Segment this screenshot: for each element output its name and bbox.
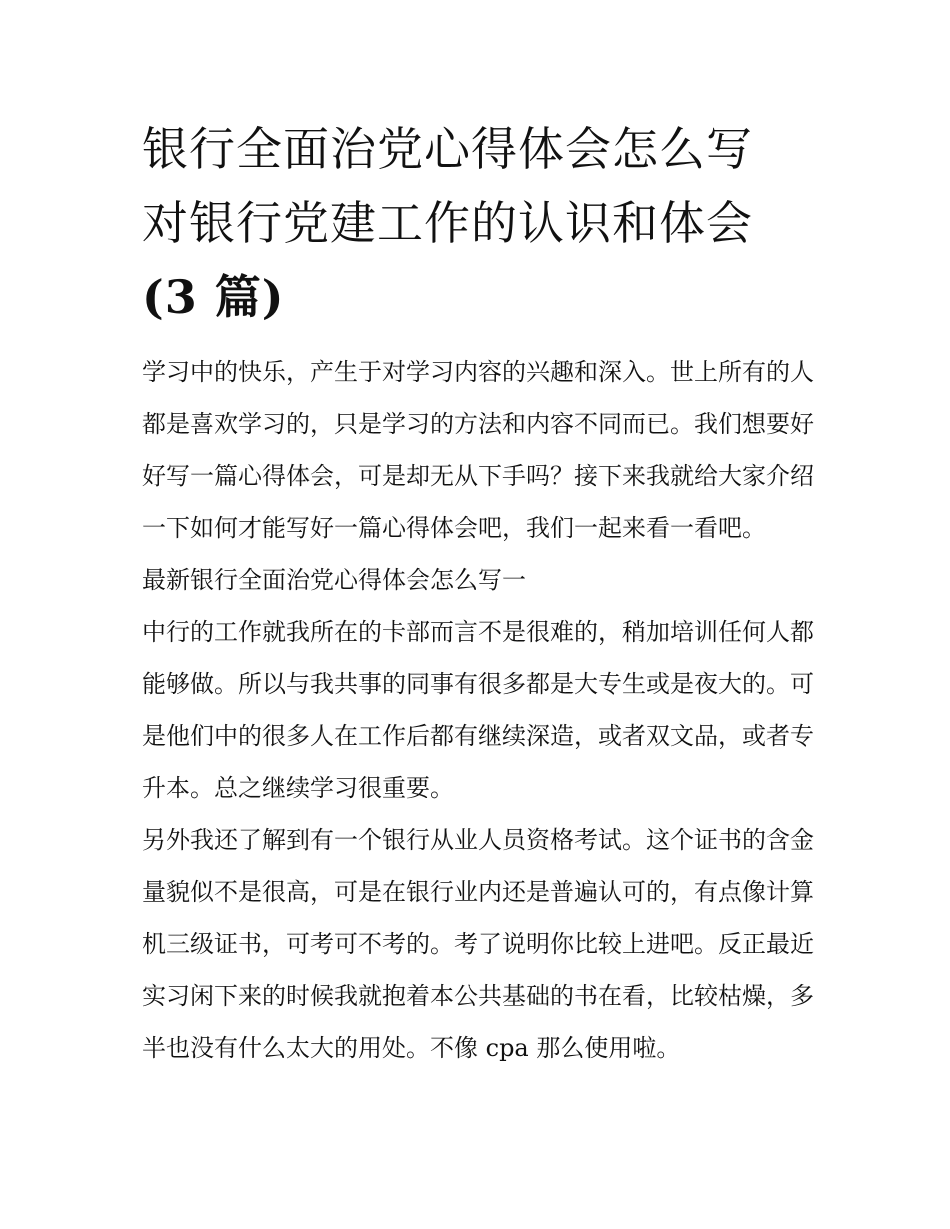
title-line-2: 对银行党建工作的认识和体会 [142,196,753,250]
section-heading: 最新银行全面治党心得体会怎么写一 [142,566,526,594]
body-paragraph: 另外我还了解到有一个银行从业人员资格考试。这个证书的含金量貌似不是很高，可是在银行业内还是普遍认可的，有点像计算机三级证书，可考可不考的。考了说明你比较上进吧。反正最近实习闲下来的时候我就抱着本公共基础的书在看，比较枯燥，多半也没有什么太大的用处。不像 cpa 那么使用啦。 [142,826,814,1062]
body-paragraph: 中行的工作就我所在的卡部而言不是很难的，稍加培训任何人都能够做。所以与我共事的同事有很多都是大专生或是夜大的。可是他们中的很多人在工作后都有继续深造，或者双文品，或者专升本。总之继续学习很重要。 [142,618,814,802]
title-line-3: (3 篇) [142,270,285,324]
document-title [142,112,814,334]
document-body [142,112,814,1074]
title-line-1: 银行全面治党心得体会怎么写 [142,122,753,176]
intro-paragraph: 学习中的快乐，产生于对学习内容的兴趣和深入。世上所有的人都是喜欢学习的，只是学习的方法和内容不同而已。我们想要好好写一篇心得体会，可是却无从下手吗？接下来我就给大家介绍一下如何才能写好一篇心得体会吧，我们一起来看一看吧。 [142,358,814,542]
